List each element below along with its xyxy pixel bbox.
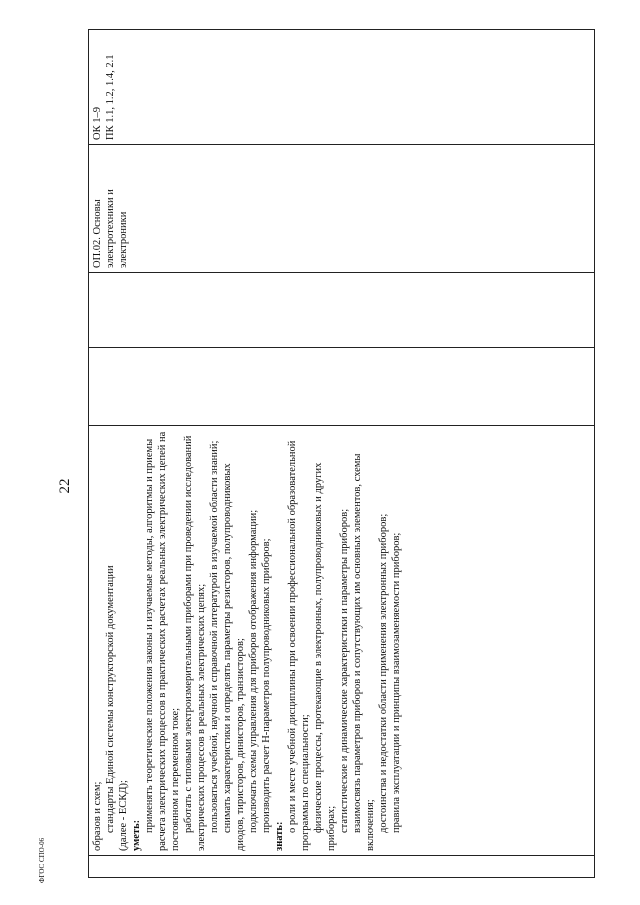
znat-item: о роли и месте учебной дисциплины при освоении профессиональной образовательной программы по специальности; bbox=[287, 440, 311, 851]
table-row bbox=[89, 30, 595, 878]
umet-item: применять теоретические положения законы и изучаемые методы, алгоритмы и приемы расчета электрических процессов в практических расчетах реальных электрических цепей на постоянном и переменном токе; bbox=[144, 431, 181, 851]
znat-item: достоинства и недостатки области применения электронных приборов; bbox=[378, 513, 389, 833]
table-cell-index bbox=[89, 856, 595, 878]
page-number: 22 bbox=[57, 478, 73, 494]
footer-code: ФГОС СПО-06 bbox=[38, 837, 46, 883]
znat-item: статистические и динамические характеристики и параметры приборов; bbox=[339, 508, 350, 833]
znat-item: взаимосвязь параметров приборов и сопутствующих им основных элементов, схемы включения; bbox=[352, 453, 376, 851]
table-cell-empty bbox=[89, 273, 595, 348]
znat-item: физические процессы, протекающие в электронных, полупроводниковых и других приборах; bbox=[313, 462, 337, 851]
umet-item: пользоваться учебной, научной и справочной литературой в изучаемой области знаний; bbox=[209, 440, 220, 833]
umet-item: работать с типовыми электроизмерительными приборами при проведении исследований электрических процессов в реальных электрических цепях; bbox=[183, 435, 207, 851]
table-cell-discipline: ОП.02. Основы электротехники и электроники bbox=[89, 145, 595, 273]
table-cell-empty bbox=[89, 348, 595, 426]
umet-item: производить расчет H-параметров полупроводниковых приборов; bbox=[261, 538, 272, 833]
standards-table bbox=[88, 29, 595, 878]
table-cell-content bbox=[89, 426, 595, 856]
text-line: стандарты Единой системы конструкторской документации bbox=[105, 565, 116, 833]
table-cell-competencies: ОК 1–9 ПК 1.1, 1.2, 1.4, 2.1 bbox=[89, 30, 595, 145]
text-line: (далее - ЕСКД); bbox=[118, 780, 129, 851]
znat-heading: знать: bbox=[274, 821, 285, 851]
text-line: образов и схем; bbox=[92, 781, 103, 851]
znat-item: правила эксплуатации и принципы взаимозаменяемости приборов; bbox=[391, 532, 402, 833]
umet-item: подключать схемы управления для приборов отображения информации; bbox=[248, 509, 259, 833]
umet-heading: уметь: bbox=[131, 819, 142, 851]
rotated-table-container bbox=[88, 30, 595, 878]
umet-item: снимать характеристики и определять параметры резисторов, полупроводниковых диодов, тиристоров, динисторов, транзисторов; bbox=[222, 463, 246, 851]
